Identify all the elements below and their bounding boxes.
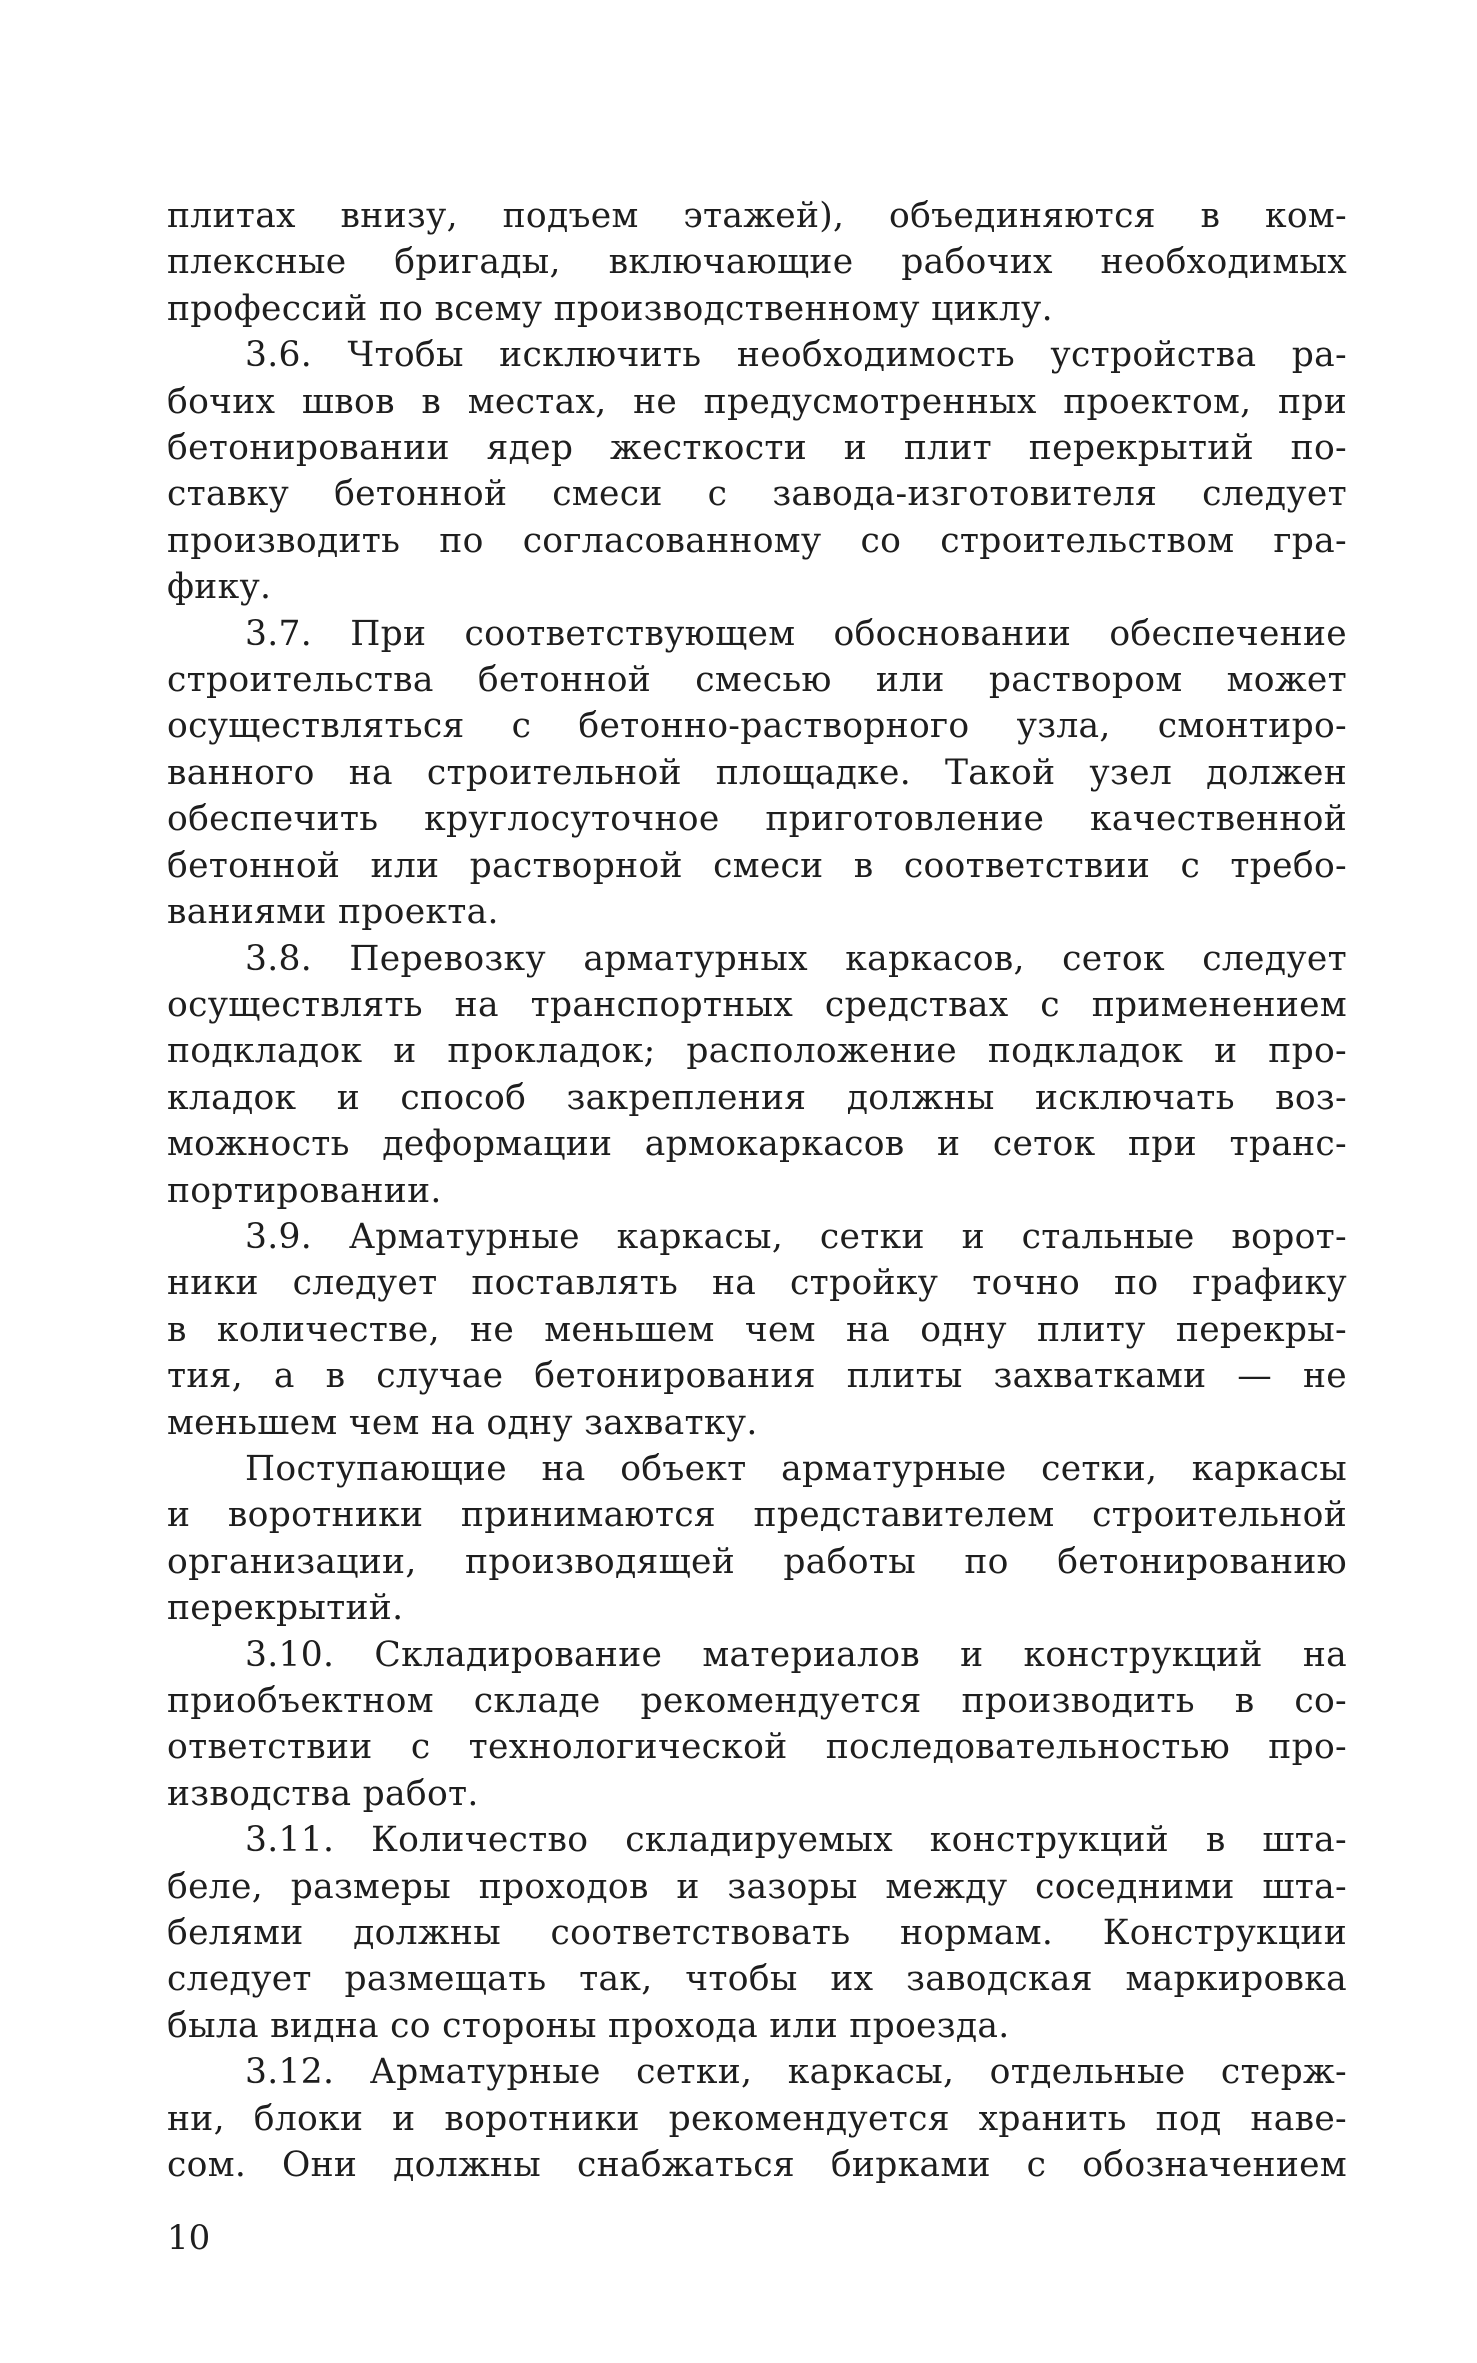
text-line: бетонной или растворной смеси в соответствии с требо-	[167, 845, 1347, 886]
text-line: 3.11. Количество складируемых конструкций в шта-	[245, 1820, 1347, 1861]
text-line: сом. Они должны снабжаться бирками с обозначением	[167, 2145, 1347, 2186]
text-line: тия, а в случае бетонирования плиты захватками — не	[167, 1356, 1347, 1397]
text-line: фику.	[167, 567, 272, 608]
text-line: и воротники принимаются представителем строительной	[167, 1495, 1347, 1536]
text-line: плексные бригады, включающие рабочих необходимых	[167, 242, 1347, 283]
text-line: 3.6. Чтобы исключить необходимость устройства ра-	[245, 335, 1347, 376]
text-line: ванного на строительной площадке. Такой узел должен	[167, 752, 1347, 793]
text-line: беле, размеры проходов и зазоры между соседними шта-	[167, 1866, 1347, 1907]
text-line: 3.7. При соответствующем обосновании обеспечение	[245, 613, 1347, 654]
text-line: была видна со стороны прохода или проезда.	[167, 2005, 1010, 2046]
text-line: обеспечить круглосуточное приготовление качественной	[167, 799, 1347, 840]
text-line: 3.12. Арматурные сетки, каркасы, отдельные стерж-	[245, 2052, 1347, 2093]
text-line: в количестве, не меньшем чем на одну плиту перекры-	[167, 1309, 1347, 1350]
text-line: портировании.	[167, 1170, 442, 1211]
text-line: 3.10. Складирование материалов и конструкций на	[245, 1634, 1347, 1675]
page-number: 10	[167, 2218, 211, 2258]
text-line: ваниями проекта.	[167, 892, 499, 933]
body-text	[167, 193, 1347, 2188]
text-line: ответствии с технологической последовательностью про-	[167, 1727, 1347, 1768]
text-line: организации, производящей работы по бетонированию	[167, 1541, 1347, 1582]
text-line: производить по согласованному со строительством гра-	[167, 520, 1347, 561]
text-line: Поступающие на объект арматурные сетки, каркасы	[245, 1448, 1347, 1489]
text-line: 3.9. Арматурные каркасы, сетки и стальные ворот-	[245, 1216, 1347, 1257]
text-line: ставку бетонной смеси с завода-изготовителя следует	[167, 474, 1347, 515]
text-line: плитах внизу, подъем этажей), объединяются в ком-	[167, 196, 1347, 236]
text-line: белями должны соответствовать нормам. Конструкции	[167, 1913, 1347, 1954]
text-line: бочих швов в местах, не предусмотренных проектом, при	[167, 381, 1347, 422]
text-line: осуществляться с бетонно-растворного узла, смонтиро-	[167, 706, 1347, 747]
text-line: бетонировании ядер жесткости и плит перекрытий по-	[167, 428, 1347, 469]
text-line: профессий по всему производственному циклу.	[167, 288, 1053, 329]
text-line: ники следует поставлять на стройку точно по графику	[167, 1263, 1347, 1304]
text-line: строительства бетонной смесью или раствором может	[167, 660, 1347, 701]
text-line: осуществлять на транспортных средствах с применением	[167, 984, 1347, 1025]
text-line: подкладок и прокладок; расположение подкладок и про-	[167, 1031, 1347, 1072]
text-line: меньшем чем на одну захватку.	[167, 1402, 758, 1443]
text-line: 3.8. Перевозку арматурных каркасов, сеток следует	[245, 938, 1347, 979]
text-line: кладок и способ закрепления должны исключать воз-	[167, 1077, 1347, 1118]
text-line: можность деформации армокаркасов и сеток при транс-	[167, 1124, 1347, 1165]
text-line: приобъектном складе рекомендуется производить в со-	[167, 1681, 1347, 1721]
text-line: перекрытий.	[167, 1588, 404, 1629]
text-line: ни, блоки и воротники рекомендуется хранить под наве-	[167, 2098, 1347, 2139]
text-line: следует размещать так, чтобы их заводская маркировка	[167, 1959, 1347, 2000]
text-line: изводства работ.	[167, 1773, 479, 1814]
